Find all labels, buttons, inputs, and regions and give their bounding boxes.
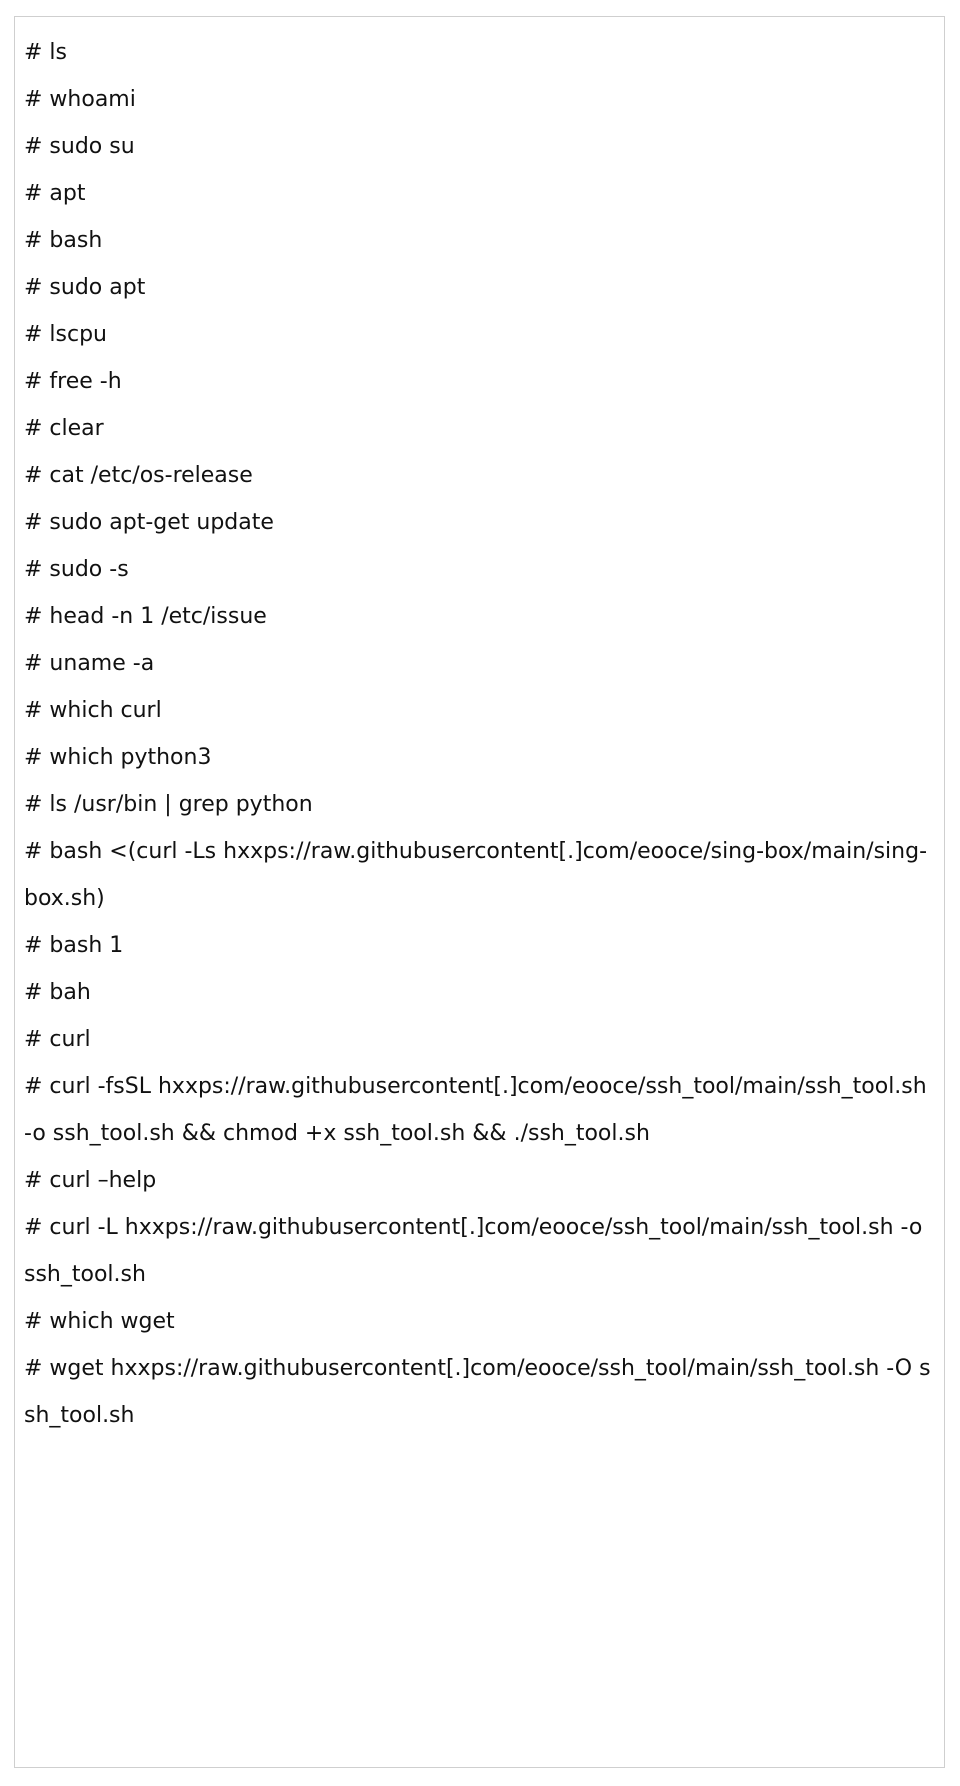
command-line: # whoami — [24, 87, 136, 112]
command-line: # cat /etc/os-release — [24, 463, 253, 488]
command-line: # bah — [24, 980, 91, 1005]
command-line: # apt — [24, 181, 86, 206]
command-line: # ls /usr/bin | grep python — [24, 792, 313, 817]
command-line: # sudo -s — [24, 557, 129, 582]
command-history-panel — [14, 16, 945, 1768]
command-line: # clear — [24, 416, 104, 441]
command-line: # sudo apt — [24, 275, 146, 300]
command-line: # bash <(curl -Ls hxxps://raw.githubusercontent[.]com/eooce/sing-box/main/sing-box.sh) — [24, 839, 928, 911]
command-line: # curl –help — [24, 1168, 157, 1193]
command-line: # which python3 — [24, 745, 212, 770]
command-line: # which wget — [24, 1309, 175, 1334]
command-line: # curl -L hxxps://raw.githubusercontent[.]com/eooce/ssh_tool/main/ssh_tool.sh -o ssh_tool.sh — [24, 1215, 923, 1287]
command-line: # sudo su — [24, 134, 135, 159]
command-line: # ls — [24, 40, 68, 65]
command-line: # lscpu — [24, 322, 108, 347]
command-line: # curl — [24, 1027, 91, 1052]
command-line: # uname -a — [24, 651, 155, 676]
command-line: # sudo apt-get update — [24, 510, 274, 535]
command-line: # bash — [24, 228, 103, 253]
command-line: # wget hxxps://raw.githubusercontent[.]com/eooce/ssh_tool/main/ssh_tool.sh -O ssh_tool.sh — [24, 1356, 931, 1428]
command-line: # curl -fsSL hxxps://raw.githubusercontent[.]com/eooce/ssh_tool/main/ssh_tool.sh -o ssh_tool.sh && chmod +x ssh_tool.sh && ./ssh_tool.sh — [24, 1074, 927, 1146]
command-line: # free -h — [24, 369, 122, 394]
command-line: # head -n 1 /etc/issue — [24, 604, 267, 629]
command-line: # which curl — [24, 698, 162, 723]
command-line: # bash 1 — [24, 933, 124, 958]
